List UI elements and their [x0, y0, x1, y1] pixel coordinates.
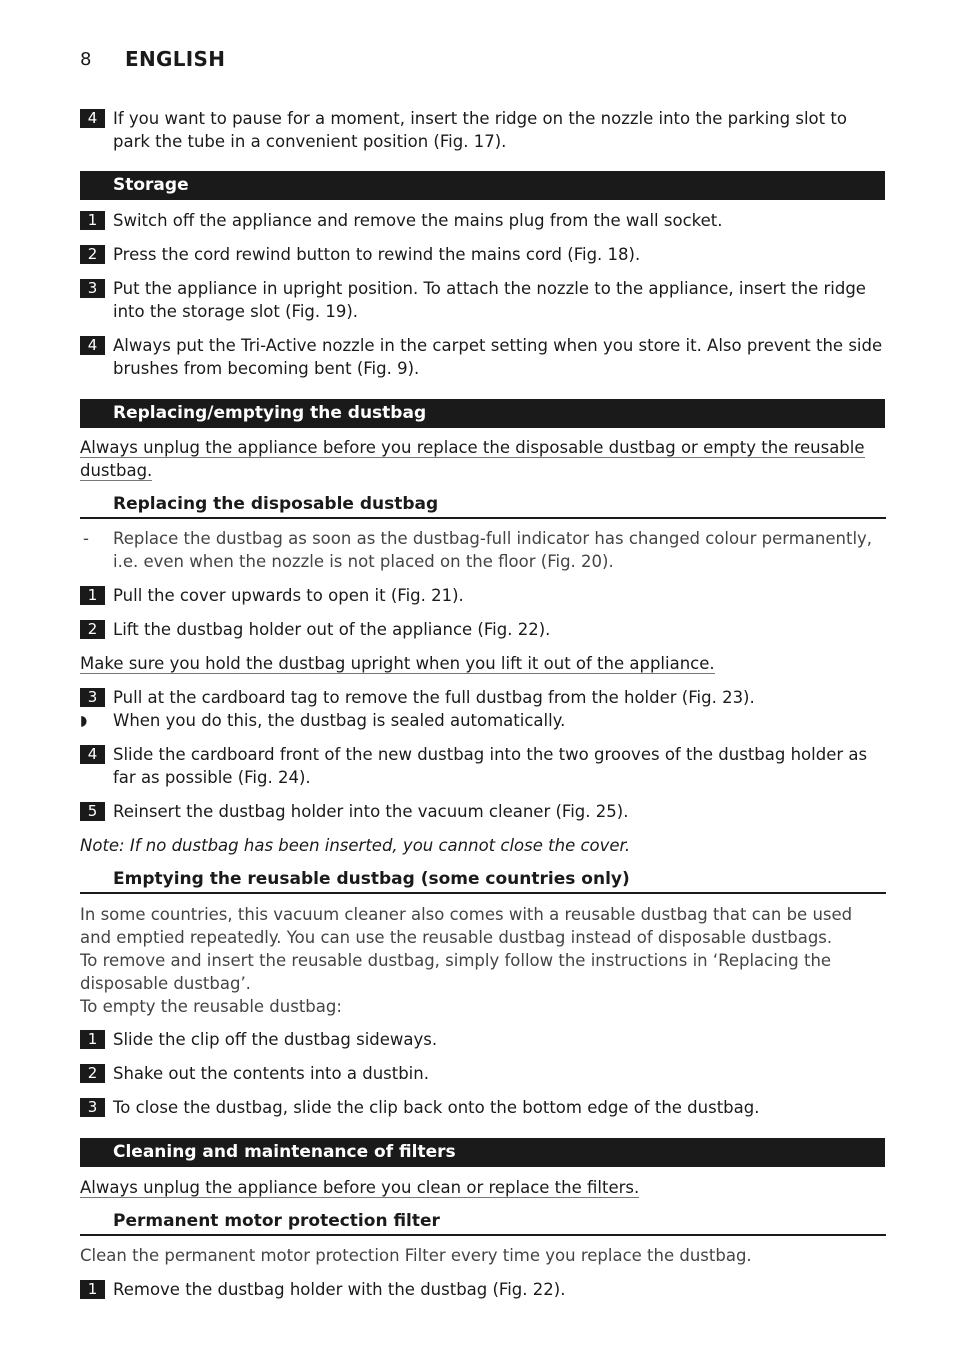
dash-item-text: Replace the dustbag as soon as the dustbag-full indicator has changed colour permanently, i.e. even when the nozzle is not placed on the floor (Fig. 20). — [113, 529, 873, 571]
warning-text: Make sure you hold the dustbag upright when you lift it out of the appliance. — [80, 654, 715, 673]
result-item — [80, 709, 886, 732]
step-item — [80, 1278, 886, 1301]
paragraph: Clean the permanent motor protection Filter every time you replace the dustbag. — [80, 1246, 752, 1265]
result-text: When you do this, the dustbag is sealed automatically. — [113, 711, 566, 730]
step-number: 1 — [80, 211, 105, 230]
subheading-disposable-dustbag: Replacing the disposable dustbag — [80, 493, 886, 519]
step-number: 5 — [80, 802, 105, 821]
section-heading-filters: Cleaning and maintenance of filters — [80, 1138, 885, 1167]
step-text: Remove the dustbag holder with the dustbag (Fig. 22). — [113, 1280, 566, 1299]
language-heading: ENGLISH — [125, 47, 226, 71]
warning-text: Always unplug the appliance before you replace the disposable dustbag or empty the reusable dustbag. — [80, 438, 865, 480]
subheading-motor-filter: Permanent motor protection filter — [80, 1210, 886, 1236]
step-item — [80, 1028, 886, 1051]
step-text: Put the appliance in upright position. To attach the nozzle to the appliance, insert the ridge into the storage slot (Fig. 19). — [113, 279, 866, 321]
step-number: 1 — [80, 1030, 105, 1049]
step-item — [80, 334, 886, 380]
step-number: 1 — [80, 586, 105, 605]
step-item — [80, 277, 886, 323]
step-item — [80, 800, 886, 823]
step-number: 2 — [80, 245, 105, 264]
step-item — [80, 686, 886, 709]
step-text: Switch off the appliance and remove the mains plug from the wall socket. — [113, 211, 723, 230]
step-text: Pull at the cardboard tag to remove the full dustbag from the holder (Fig. 23). — [113, 688, 755, 707]
section-heading-storage: Storage — [80, 171, 885, 200]
step-text: Slide the cardboard front of the new dustbag into the two grooves of the dustbag holder as far as possible (Fig. 24). — [113, 745, 868, 787]
step-number: 4 — [80, 745, 105, 764]
subheading-reusable-dustbag: Emptying the reusable dustbag (some countries only) — [80, 868, 886, 894]
step-text: Lift the dustbag holder out of the appliance (Fig. 22). — [113, 620, 551, 639]
step-text: Always put the Tri-Active nozzle in the carpet setting when you store it. Also prevent the side brushes from becoming bent (Fig. 9). — [113, 336, 883, 378]
paragraph — [80, 903, 886, 1018]
step-number: 1 — [80, 1280, 105, 1299]
step-item — [80, 209, 886, 232]
step-number: 2 — [80, 620, 105, 639]
step-text: If you want to pause for a moment, insert the ridge on the nozzle into the parking slot to park the tube in a convenient position (Fig. 17). — [113, 109, 847, 151]
step-item — [80, 743, 886, 789]
step-number: 3 — [80, 688, 105, 707]
step-item — [80, 243, 886, 266]
page-number: 8 — [80, 49, 92, 70]
step-text: Reinsert the dustbag holder into the vacuum cleaner (Fig. 25). — [113, 802, 629, 821]
warning-text: Always unplug the appliance before you clean or replace the filters. — [80, 1178, 640, 1197]
step-number: 4 — [80, 109, 105, 128]
step-item — [80, 1062, 886, 1085]
step-item — [80, 1096, 886, 1119]
step-text: Shake out the contents into a dustbin. — [113, 1064, 429, 1083]
note-text: Note: If no dustbag has been inserted, you cannot close the cover. — [80, 836, 631, 855]
step-text: Slide the clip off the dustbag sideways. — [113, 1030, 438, 1049]
step-number: 2 — [80, 1064, 105, 1083]
dash-marker: - — [83, 529, 89, 548]
step-number: 3 — [80, 1098, 105, 1117]
step-number: 3 — [80, 279, 105, 298]
section-heading-dustbag: Replacing/emptying the dustbag — [80, 399, 885, 428]
step-item — [80, 584, 886, 607]
step-item — [80, 618, 886, 641]
step-text: Pull the cover upwards to open it (Fig. 21). — [113, 586, 464, 605]
paragraph-line: In some countries, this vacuum cleaner also comes with a reusable dustbag that can be used and emptied repeatedly. You can use the reusable dustbag instead of disposable dustbags. — [80, 905, 853, 947]
result-arrow-icon: ◗ — [80, 713, 88, 729]
paragraph-line: To remove and insert the reusable dustbag, simply follow the instructions in ‘Replacing the disposable dustbag’. — [80, 951, 832, 993]
paragraph-line: To empty the reusable dustbag: — [80, 997, 342, 1016]
step-number: 4 — [80, 336, 105, 355]
step-item — [80, 107, 886, 153]
dash-list-item — [80, 527, 886, 573]
step-text: Press the cord rewind button to rewind the mains cord (Fig. 18). — [113, 245, 641, 264]
step-text: To close the dustbag, slide the clip back onto the bottom edge of the dustbag. — [113, 1098, 760, 1117]
